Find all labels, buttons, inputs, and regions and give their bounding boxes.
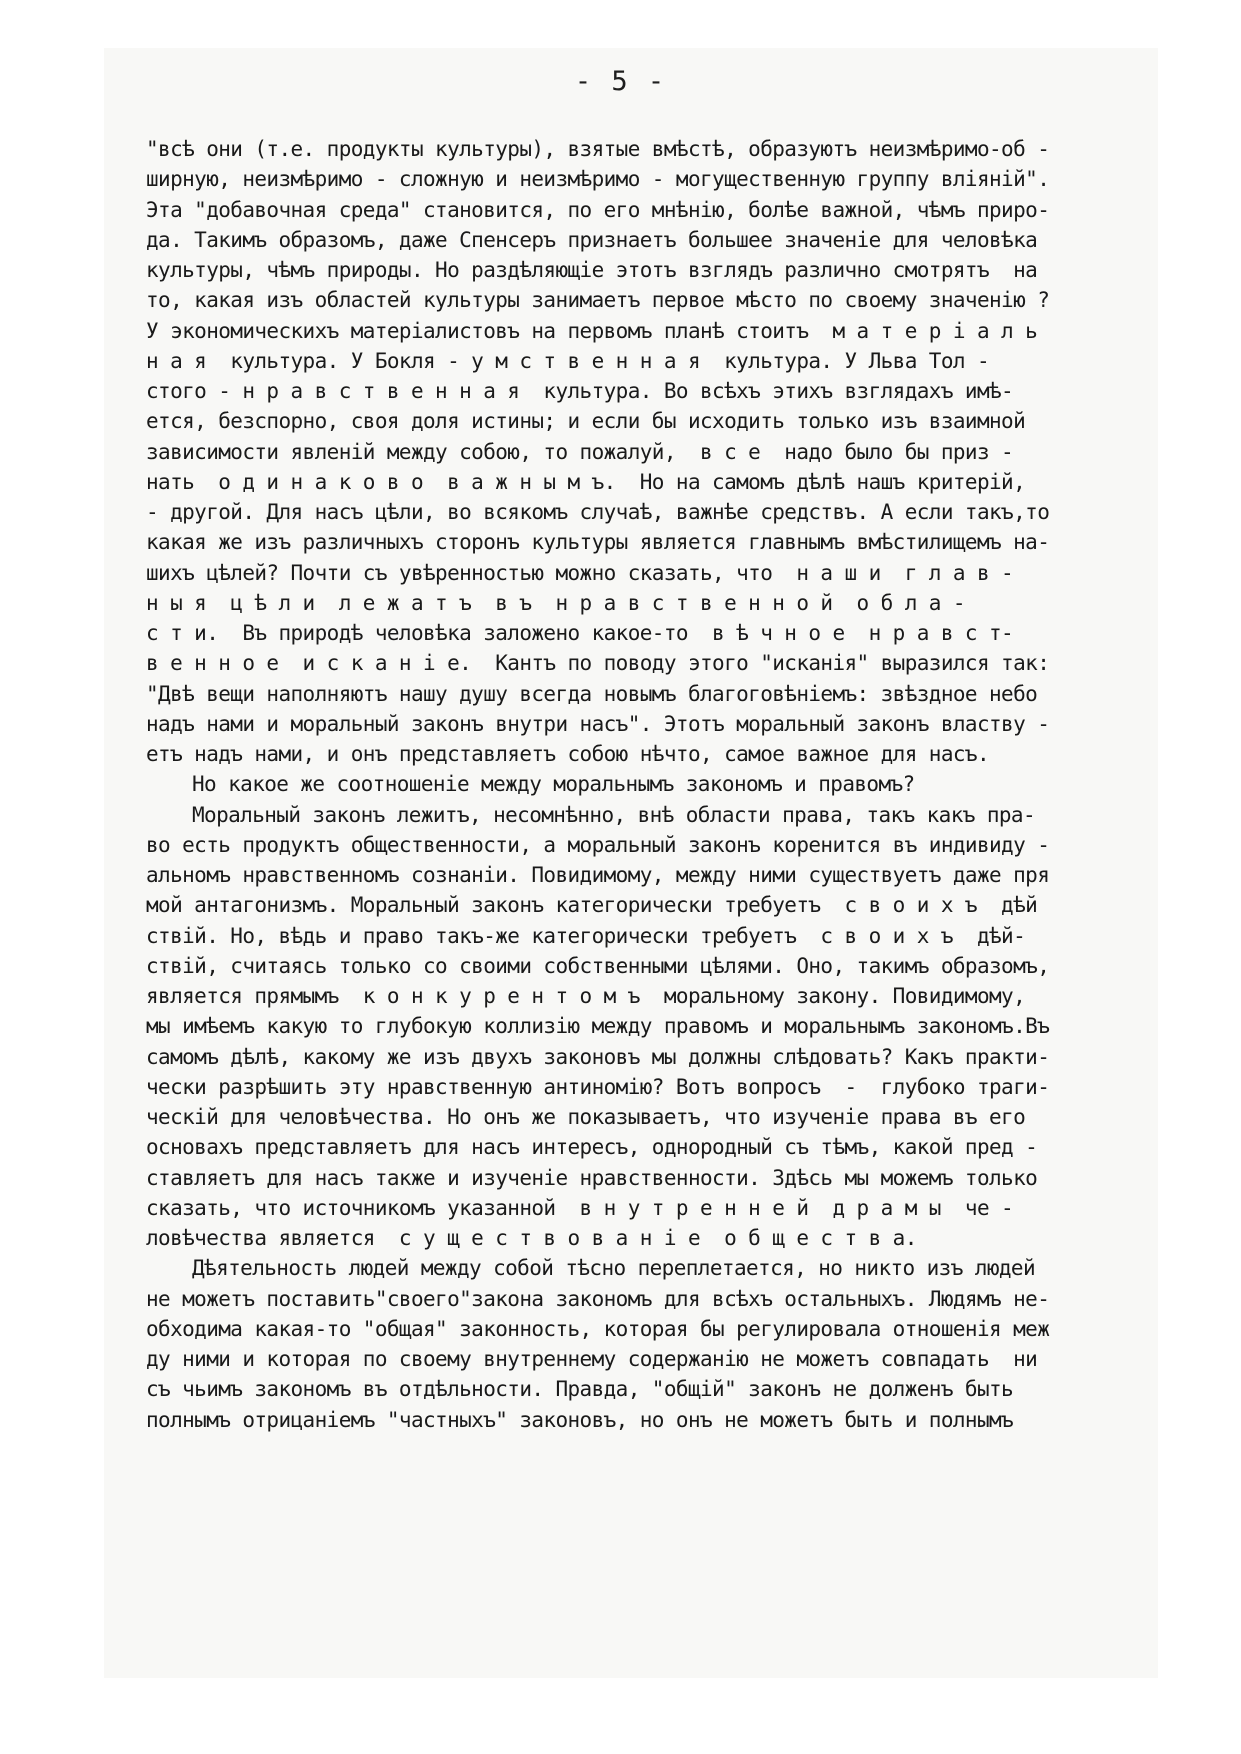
text-line: зависимости явленій между собою, то пожалуй, в с е надо было бы приз - — [146, 439, 1014, 464]
text-line: нать о д и н а к о в о в а ж н ы м ъ. Но на самомъ дѣлѣ нашъ критерій, — [146, 469, 1026, 494]
text-line: полнымъ отрицаніемъ "частныхъ" законовъ, но онъ не можетъ быть и полнымъ — [146, 1407, 1014, 1432]
text-line: мой антагонизмъ. Моральный законъ категорически требуетъ с в о и х ъ дѣй — [146, 893, 1038, 918]
text-line: мы имѣемъ какую то глубокую коллизію между правомъ и моральнымъ закономъ.Въ — [146, 1014, 1050, 1039]
text-line: альномъ нравственномъ сознаніи. Повидимому, между ними существуетъ даже пря — [146, 863, 1050, 887]
text-line: ется, безспорно, своя доля истины; и если бы исходить только изъ взаимной — [146, 409, 1026, 434]
text-line: ловѣчества является с у щ е с т в о в а н і е о б щ е с т в а. — [146, 1226, 917, 1250]
text-line: является прямымъ к о н к у р е н т о м ъ моральному закону. Повидимому, — [146, 984, 1026, 1008]
text-line: ствій. Но, вѣдь и право такъ-же категорически требуетъ с в о и х ъ дѣй- — [146, 923, 1026, 948]
text-line: Но какое же соотношеніе между моральнымъ закономъ и правомъ? — [192, 772, 915, 797]
text-line: ширную, неизмѣримо - сложную и неизмѣримо - могущественную группу вліяній". — [146, 167, 1050, 192]
text-line: сказать, что источникомъ указанной в н у т р е н н е й д р а м ы че - — [146, 1195, 1014, 1220]
text-line: "Двѣ вещи наполняютъ нашу душу всегда новымъ благоговѣніемъ: звѣздное небо — [146, 681, 1038, 706]
text-line: - другой. Для насъ цѣли, во всякомъ случаѣ, важнѣе средствъ. А если такъ,то — [146, 500, 1050, 524]
text-line: основахъ представляетъ для насъ интересъ, однородный съ тѣмъ, какой пред - — [146, 1135, 1038, 1160]
text-line: ствій, считаясь только со своими собственными цѣлями. Оно, такимъ образомъ, — [146, 953, 1050, 978]
text-line: самомъ дѣлѣ, какому же изъ двухъ законовъ мы должны слѣдовать? Какъ практи- — [146, 1044, 1050, 1069]
text-line: н а я культура. У Бокля - у м с т в е н н а я культура. У Льва Тол - — [146, 348, 990, 373]
text-line: ческій для человѣчества. Но онъ же показываетъ, что изученіе права въ его — [146, 1105, 1026, 1129]
text-line: съ чьимъ закономъ въ отдѣльности. Правда, "общій" законъ не долженъ быть — [146, 1377, 1014, 1402]
text-line: чески разрѣшить эту нравственную антиномію? Вотъ вопросъ - глубоко траги- — [146, 1074, 1050, 1099]
text-line: ду ними и которая по своему внутреннему содержанію не можетъ совпадать ни — [146, 1347, 1038, 1371]
text-line: шихъ цѣлей? Почти съ увѣренностью можно сказать, что н а ш и г л а в - — [146, 560, 1014, 585]
text-line: Моральный законъ лежитъ, несомнѣнно, внѣ области права, такъ какъ пра- — [192, 802, 1036, 827]
text-line: то, какая изъ областей культуры занимаетъ первое мѣсто по своему значенію ? — [146, 288, 1050, 313]
text-line: культуры, чѣмъ природы. Но раздѣляющіе этотъ взглядъ различно смотрятъ на — [146, 258, 1038, 282]
text-line: в е н н о е и с к а н і е. Кантъ по поводу этого "исканія" выразился так: — [146, 651, 1050, 676]
page-number: - 5 - — [574, 66, 667, 97]
text-line: етъ надъ нами, и онъ представляетъ собою нѣчто, самое важное для насъ. — [146, 742, 990, 766]
text-line: Эта "добавочная среда" становится, по его мнѣнію, болѣе важной, чѣмъ приро- — [146, 197, 1050, 222]
text-line: не можетъ поставить"своего"закона закономъ для всѣхъ остальныхъ. Людямъ не- — [146, 1286, 1050, 1311]
text-line: У экономическихъ матеріалистовъ на первомъ планѣ стоитъ м а т е р і а л ь — [146, 318, 1038, 343]
text-line: ставляетъ для насъ также и изученіе нравственности. Здѣсь мы можемъ только — [146, 1165, 1038, 1190]
text-line: стого - н р а в с т в е н н а я культура. Во всѣхъ этихъ взглядахъ имѣ- — [146, 379, 1014, 403]
text-line: "всѣ они (т.е. продукты культуры), взятые вмѣстѣ, образуютъ неизмѣримо-об - — [146, 137, 1050, 161]
text-line: Дѣятельность людей между собой тѣсно переплетается, но никто изъ людей — [192, 1256, 1036, 1281]
text-line: какая же изъ различныхъ сторонъ культуры является главнымъ вмѣстилищемъ на- — [146, 530, 1050, 555]
text-line: н ы я ц ѣ л и л е ж а т ъ в ъ н р а в с т в е н н о й о б л а - — [146, 590, 965, 615]
text-line: с т и. Въ природѣ человѣка заложено какое-то в ѣ ч н о е н р а в с т- — [146, 621, 1014, 645]
text-line: обходима какая-то "общая" законность, которая бы регулировала отношенія меж — [146, 1316, 1050, 1341]
text-line: да. Такимъ образомъ, даже Спенсеръ признаетъ большее значеніе для человѣка — [146, 227, 1038, 252]
typed-text-body — [146, 134, 1146, 1435]
text-line: надъ нами и моральный законъ внутри насъ". Этотъ моральный законъ властву - — [146, 711, 1050, 736]
text-line: во есть продуктъ общественности, а моральный законъ коренится въ индивиду - — [146, 832, 1050, 857]
